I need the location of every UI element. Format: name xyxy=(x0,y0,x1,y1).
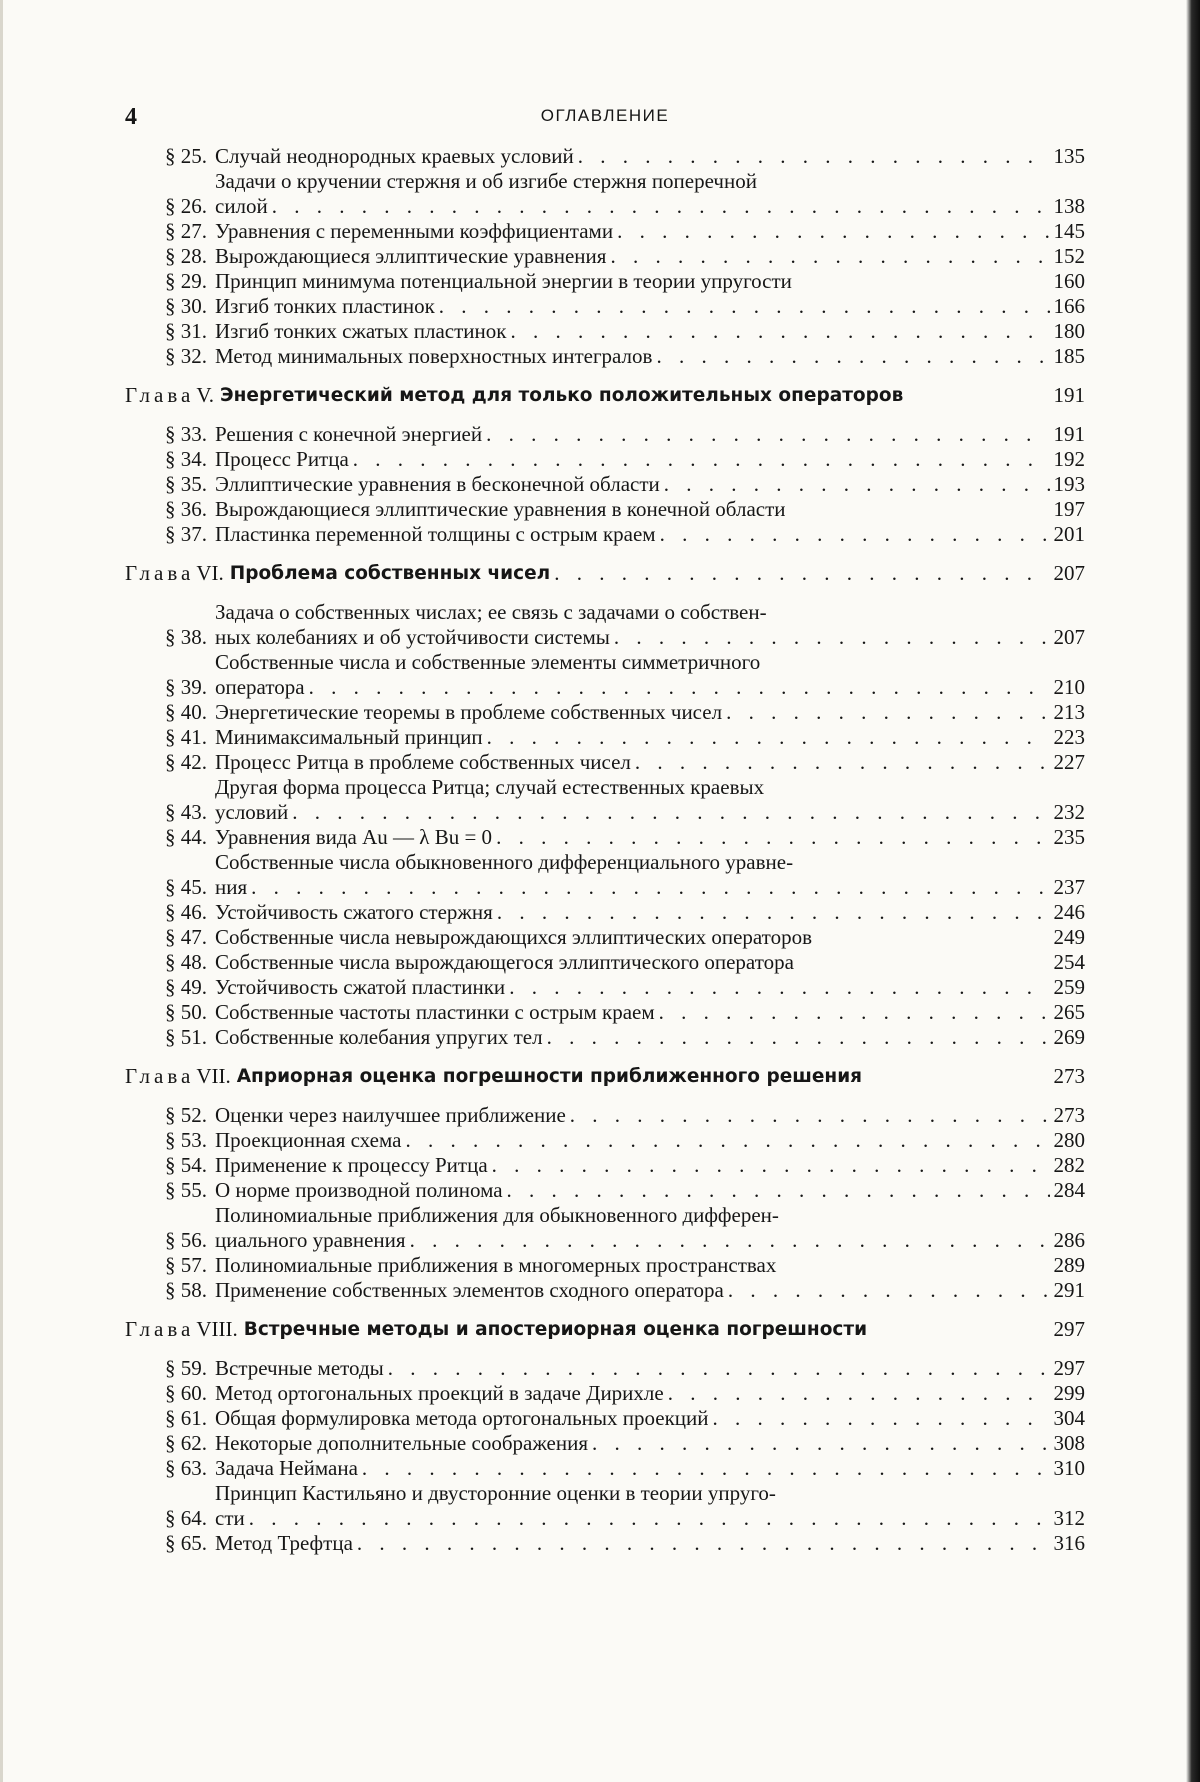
entry-body xyxy=(215,750,1085,775)
section-title: Устойчивость сжатого стержня xyxy=(215,900,493,924)
chapter-number: VIII. xyxy=(196,1317,238,1341)
section-page: 235 xyxy=(1053,825,1085,849)
dot-leader xyxy=(507,1178,1050,1203)
section-number: § 50. xyxy=(165,1000,207,1024)
toc-entry xyxy=(125,825,1085,850)
chapter-label: Глава xyxy=(125,1064,195,1088)
dot-leader xyxy=(439,294,1050,319)
section-page: 282 xyxy=(1053,1153,1085,1177)
chapter-heading xyxy=(125,383,1085,408)
entry-body xyxy=(215,1000,1085,1025)
dot-leader xyxy=(668,1381,1050,1406)
entry-last-line xyxy=(215,1228,1085,1253)
chapter-heading xyxy=(125,561,1085,586)
entry-body xyxy=(215,219,1085,244)
dot-leader xyxy=(570,1103,1050,1128)
section-title: Уравнения с переменными коэффициентами xyxy=(215,219,614,243)
dot-leader xyxy=(578,144,1050,169)
section-number: § 38. xyxy=(165,625,207,649)
entry-body xyxy=(215,294,1085,319)
toc-entry xyxy=(125,850,1085,900)
section-number: § 26. xyxy=(165,194,207,218)
section-title: Собственные числа вырождающегося эллиптического оператора xyxy=(215,950,794,974)
entry-body xyxy=(215,850,1085,900)
dot-leader xyxy=(509,975,1049,1000)
entry-body xyxy=(215,1406,1085,1431)
section-number: § 33. xyxy=(165,422,207,446)
section-number: § 36. xyxy=(165,497,207,521)
section-title-continued: циального уравнения xyxy=(215,1228,406,1252)
dot-leader xyxy=(660,522,1050,547)
section-number: § 52. xyxy=(165,1103,207,1127)
section-title: Собственные числа обыкновенного дифференциального уравне- xyxy=(215,850,794,874)
chapter-page: 273 xyxy=(1053,1064,1085,1088)
section-number: § 64. xyxy=(165,1506,207,1530)
entry-body xyxy=(215,1178,1085,1203)
dot-leader xyxy=(554,561,1049,586)
section-title: Уравнения вида Au — λ Bu = 0 xyxy=(215,825,493,849)
section-number: § 59. xyxy=(165,1356,207,1380)
toc-page xyxy=(125,100,1085,1556)
section-number: § 55. xyxy=(165,1178,207,1202)
section-page: 273 xyxy=(1053,1103,1085,1127)
dot-leader xyxy=(486,422,1049,447)
dot-leader xyxy=(592,1431,1049,1456)
entry-body xyxy=(215,269,1085,294)
dot-leader xyxy=(656,344,1049,369)
section-page: 289 xyxy=(1053,1253,1085,1277)
toc-entry xyxy=(125,522,1085,547)
entry-body xyxy=(215,422,1085,447)
toc-entry xyxy=(125,975,1085,1000)
toc-entry xyxy=(125,650,1085,700)
section-title: Другая форма процесса Ритца; случай естественных краевых xyxy=(215,775,765,799)
section-number: § 47. xyxy=(165,925,207,949)
section-title: Применение собственных элементов сходного оператора xyxy=(215,1278,724,1302)
section-title: Проекционная схема xyxy=(215,1128,402,1152)
section-page: 192 xyxy=(1053,447,1085,471)
entry-body xyxy=(215,975,1085,1000)
entry-body xyxy=(215,1128,1085,1153)
section-title: Вырождающиеся эллиптические уравнения xyxy=(215,244,607,268)
section-page: 232 xyxy=(1053,800,1085,824)
page-header xyxy=(125,100,1085,134)
toc-entry xyxy=(125,1481,1085,1531)
chapter-label: Глава xyxy=(125,561,195,585)
dot-leader xyxy=(713,1406,1050,1431)
section-page: 316 xyxy=(1053,1531,1085,1555)
section-number: § 41. xyxy=(165,725,207,749)
section-title: Задачи о кручении стержня и об изгибе стержня поперечной xyxy=(215,169,757,193)
entry-body xyxy=(215,1531,1085,1556)
dot-leader xyxy=(659,1000,1050,1025)
section-title: Случай неоднородных краевых условий xyxy=(215,144,574,168)
entry-body xyxy=(215,1456,1085,1481)
section-number: § 48. xyxy=(165,950,207,974)
section-number: § 35. xyxy=(165,472,207,496)
section-page: 135 xyxy=(1053,144,1085,168)
section-page: 284 xyxy=(1053,1178,1085,1202)
entry-body xyxy=(215,169,1085,219)
entry-body xyxy=(215,650,1085,700)
section-number: § 46. xyxy=(165,900,207,924)
section-page: 223 xyxy=(1053,725,1085,749)
entry-body xyxy=(215,1381,1085,1406)
entry-body xyxy=(215,1103,1085,1128)
section-page: 152 xyxy=(1053,244,1085,268)
section-title: Изгиб тонких сжатых пластинок xyxy=(215,319,507,343)
section-page: 254 xyxy=(1053,950,1085,974)
entry-body xyxy=(215,825,1085,850)
entry-body xyxy=(215,725,1085,750)
section-title: Решения с конечной энергией xyxy=(215,422,483,446)
page-left-edge xyxy=(0,0,3,1782)
section-title: Полиномиальные приближения для обыкновенного дифферен- xyxy=(215,1203,779,1227)
toc-entry xyxy=(125,319,1085,344)
toc-entry xyxy=(125,219,1085,244)
dot-leader xyxy=(362,1456,1050,1481)
toc-entry xyxy=(125,472,1085,497)
section-title: Задача о собственных числах; ее связь с задачами о собствен- xyxy=(215,600,767,624)
toc-entry xyxy=(125,1153,1085,1178)
entry-body xyxy=(215,1253,1085,1278)
section-number: § 56. xyxy=(165,1228,207,1252)
section-title: Принцип Кастильяно и двусторонние оценки в теории упруго- xyxy=(215,1481,776,1505)
section-page: 304 xyxy=(1053,1406,1085,1430)
entry-last-line xyxy=(215,1506,1085,1531)
section-title: Общая формулировка метода ортогональных проекций xyxy=(215,1406,709,1430)
section-page: 201 xyxy=(1053,522,1085,546)
toc-entry xyxy=(125,1356,1085,1381)
toc-entry xyxy=(125,144,1085,169)
dot-leader xyxy=(487,725,1050,750)
chapter-number: VI. xyxy=(196,561,224,585)
toc-entry xyxy=(125,1000,1085,1025)
toc-entry xyxy=(125,1103,1085,1128)
entry-body xyxy=(215,950,1085,975)
entry-body xyxy=(215,1356,1085,1381)
section-page: 193 xyxy=(1053,472,1085,496)
entry-body xyxy=(215,522,1085,547)
dot-leader xyxy=(249,1506,1050,1531)
entry-body xyxy=(215,344,1085,369)
section-number: § 44. xyxy=(165,825,207,849)
entry-body xyxy=(215,319,1085,344)
toc-entry xyxy=(125,1456,1085,1481)
entry-body xyxy=(215,447,1085,472)
entry-body xyxy=(215,700,1085,725)
entry-body xyxy=(215,900,1085,925)
chapter-label: Глава xyxy=(125,1317,195,1341)
toc-entry xyxy=(125,1406,1085,1431)
section-page: 286 xyxy=(1053,1228,1085,1252)
section-title-continued: сти xyxy=(215,1506,245,1530)
section-page: 246 xyxy=(1053,900,1085,924)
section-number: § 62. xyxy=(165,1431,207,1455)
section-number: § 40. xyxy=(165,700,207,724)
page-number: 4 xyxy=(125,104,137,130)
section-number: § 30. xyxy=(165,294,207,318)
toc-entry xyxy=(125,1203,1085,1253)
section-title-continued: ния xyxy=(215,875,248,899)
table-of-contents xyxy=(125,144,1085,1556)
entry-body xyxy=(215,925,1085,950)
chapter-title: Энергетический метод для только положительных операторов xyxy=(220,385,904,406)
chapter-title: Проблема собственных чисел xyxy=(229,563,551,584)
entry-body xyxy=(215,775,1085,825)
dot-leader xyxy=(610,244,1049,269)
toc-entry xyxy=(125,1025,1085,1050)
chapter-title: Априорная оценка погрешности приближенного решения xyxy=(236,1066,863,1087)
toc-entry xyxy=(125,1278,1085,1303)
entry-body xyxy=(215,1025,1085,1050)
dot-leader xyxy=(388,1356,1050,1381)
toc-entry xyxy=(125,950,1085,975)
chapter-page: 191 xyxy=(1053,383,1085,407)
section-number: § 37. xyxy=(165,522,207,546)
toc-entry xyxy=(125,1253,1085,1278)
dot-leader xyxy=(251,875,1049,900)
entry-last-line xyxy=(215,625,1085,650)
section-page: 213 xyxy=(1053,700,1085,724)
section-number: § 58. xyxy=(165,1278,207,1302)
toc-entry xyxy=(125,422,1085,447)
section-page: 265 xyxy=(1053,1000,1085,1024)
dot-leader xyxy=(614,625,1050,650)
entry-body xyxy=(215,1153,1085,1178)
section-number: § 29. xyxy=(165,269,207,293)
section-number: § 57. xyxy=(165,1253,207,1277)
entry-last-line xyxy=(215,800,1085,825)
toc-entry xyxy=(125,1128,1085,1153)
section-number: § 61. xyxy=(165,1406,207,1430)
entry-body xyxy=(215,1431,1085,1456)
section-page: 210 xyxy=(1053,675,1085,699)
entry-last-line xyxy=(215,675,1085,700)
dot-leader xyxy=(357,1531,1050,1556)
section-number: § 45. xyxy=(165,875,207,899)
entry-body xyxy=(215,244,1085,269)
section-page: 237 xyxy=(1053,875,1085,899)
section-title: Метод минимальных поверхностных интегралов xyxy=(215,344,653,368)
entry-last-line xyxy=(215,194,1085,219)
section-page: 138 xyxy=(1053,194,1085,218)
section-title-continued: силой xyxy=(215,194,268,218)
section-number: § 60. xyxy=(165,1381,207,1405)
section-page: 249 xyxy=(1053,925,1085,949)
section-number: § 63. xyxy=(165,1456,207,1480)
section-title: Оценки через наилучшее приближение xyxy=(215,1103,566,1127)
section-title-continued: условий xyxy=(215,800,289,824)
entry-body xyxy=(215,472,1085,497)
section-title: Собственные колебания упругих тел xyxy=(215,1025,543,1049)
section-page: 185 xyxy=(1053,344,1085,368)
section-title: Задача Неймана xyxy=(215,1456,358,1480)
section-number: § 39. xyxy=(165,675,207,699)
chapter-heading xyxy=(125,1317,1085,1342)
section-title: Процесс Ритца xyxy=(215,447,349,471)
dot-leader xyxy=(635,750,1050,775)
running-title: ОГЛАВЛЕНИЕ xyxy=(540,106,670,125)
chapter-page: 297 xyxy=(1053,1317,1085,1341)
toc-entry xyxy=(125,497,1085,522)
section-title: Вырождающиеся эллиптические уравнения в конечной области xyxy=(215,497,786,521)
chapter-heading xyxy=(125,1064,1085,1089)
toc-entry xyxy=(125,1431,1085,1456)
dot-leader xyxy=(726,700,1049,725)
section-title: Энергетические теоремы в проблеме собственных чисел xyxy=(215,700,723,724)
dot-leader xyxy=(496,825,1049,850)
dot-leader xyxy=(292,800,1049,825)
section-page: 197 xyxy=(1053,497,1085,521)
section-number: § 32. xyxy=(165,344,207,368)
section-number: § 42. xyxy=(165,750,207,774)
section-number: § 43. xyxy=(165,800,207,824)
section-title-continued: ных колебаниях и об устойчивости системы xyxy=(215,625,610,649)
section-page: 269 xyxy=(1053,1025,1085,1049)
dot-leader xyxy=(353,447,1050,472)
toc-entry xyxy=(125,1531,1085,1556)
section-number: § 54. xyxy=(165,1153,207,1177)
section-title: Полиномиальные приближения в многомерных пространствах xyxy=(215,1253,777,1277)
dot-leader xyxy=(410,1228,1050,1253)
section-page: 145 xyxy=(1053,219,1085,243)
chapter-title: Встречные методы и апостериорная оценка погрешности xyxy=(243,1319,868,1340)
section-title: Метод Трефтца xyxy=(215,1531,353,1555)
section-number: § 31. xyxy=(165,319,207,343)
section-number: § 49. xyxy=(165,975,207,999)
section-title: Метод ортогональных проекций в задаче Дирихле xyxy=(215,1381,664,1405)
toc-entry xyxy=(125,1381,1085,1406)
section-page: 291 xyxy=(1053,1278,1085,1302)
section-number: § 51. xyxy=(165,1025,207,1049)
entry-body xyxy=(215,144,1085,169)
chapter-number: V. xyxy=(196,383,215,407)
section-title: Процесс Ритца в проблеме собственных чисел xyxy=(215,750,631,774)
toc-entry xyxy=(125,244,1085,269)
book-spine-shadow xyxy=(1186,0,1200,1782)
toc-entry xyxy=(125,169,1085,219)
toc-entry xyxy=(125,294,1085,319)
toc-entry xyxy=(125,269,1085,294)
toc-entry xyxy=(125,775,1085,825)
section-page: 297 xyxy=(1053,1356,1085,1380)
dot-leader xyxy=(272,194,1050,219)
entry-body xyxy=(215,1203,1085,1253)
section-number: § 53. xyxy=(165,1128,207,1152)
section-page: 180 xyxy=(1053,319,1085,343)
entry-body xyxy=(215,1278,1085,1303)
dot-leader xyxy=(664,472,1050,497)
section-number: § 25. xyxy=(165,144,207,168)
section-title: Устойчивость сжатой пластинки xyxy=(215,975,506,999)
chapter-page: 207 xyxy=(1053,561,1085,585)
dot-leader xyxy=(510,319,1049,344)
toc-entry xyxy=(125,447,1085,472)
dot-leader xyxy=(497,900,1050,925)
dot-leader xyxy=(309,675,1050,700)
section-page: 166 xyxy=(1053,294,1085,318)
entry-body xyxy=(215,1481,1085,1531)
section-number: § 34. xyxy=(165,447,207,471)
section-title: Эллиптические уравнения в бесконечной области xyxy=(215,472,660,496)
toc-entry xyxy=(125,600,1085,650)
section-title: Принцип минимума потенциальной энергии в теории упругости xyxy=(215,269,792,293)
section-title: О норме производной полинома xyxy=(215,1178,503,1202)
toc-entry xyxy=(125,925,1085,950)
section-title: Встречные методы xyxy=(215,1356,384,1380)
section-number: § 27. xyxy=(165,219,207,243)
dot-leader xyxy=(728,1278,1050,1303)
section-title: Собственные частоты пластинки с острым краем xyxy=(215,1000,655,1024)
toc-entry xyxy=(125,700,1085,725)
dot-leader xyxy=(617,219,1049,244)
section-title: Собственные числа невырождающихся эллиптических операторов xyxy=(215,925,812,949)
section-page: 308 xyxy=(1053,1431,1085,1455)
section-title: Минимаксимальный принцип xyxy=(215,725,483,749)
section-title: Применение к процессу Ритца xyxy=(215,1153,488,1177)
section-page: 299 xyxy=(1053,1381,1085,1405)
section-title: Пластинка переменной толщины с острым краем xyxy=(215,522,656,546)
entry-body xyxy=(215,497,1085,522)
section-number: § 28. xyxy=(165,244,207,268)
toc-entry xyxy=(125,1178,1085,1203)
dot-leader xyxy=(547,1025,1050,1050)
chapter-number: VII. xyxy=(196,1064,231,1088)
section-page: 259 xyxy=(1053,975,1085,999)
section-page: 227 xyxy=(1053,750,1085,774)
dot-leader xyxy=(492,1153,1050,1178)
section-page: 312 xyxy=(1053,1506,1085,1530)
section-number: § 65. xyxy=(165,1531,207,1555)
section-title: Собственные числа и собственные элементы симметричного xyxy=(215,650,761,674)
entry-last-line xyxy=(215,875,1085,900)
entry-body xyxy=(215,600,1085,650)
toc-entry xyxy=(125,750,1085,775)
section-page: 207 xyxy=(1053,625,1085,649)
toc-entry xyxy=(125,900,1085,925)
dot-leader xyxy=(405,1128,1049,1153)
section-page: 280 xyxy=(1053,1128,1085,1152)
toc-entry xyxy=(125,344,1085,369)
section-title: Изгиб тонких пластинок xyxy=(215,294,435,318)
section-page: 310 xyxy=(1053,1456,1085,1480)
chapter-label: Глава xyxy=(125,383,195,407)
section-title: Некоторые дополнительные соображения xyxy=(215,1431,589,1455)
section-title-continued: оператора xyxy=(215,675,305,699)
section-page: 191 xyxy=(1053,422,1085,446)
toc-entry xyxy=(125,725,1085,750)
section-page: 160 xyxy=(1053,269,1085,293)
